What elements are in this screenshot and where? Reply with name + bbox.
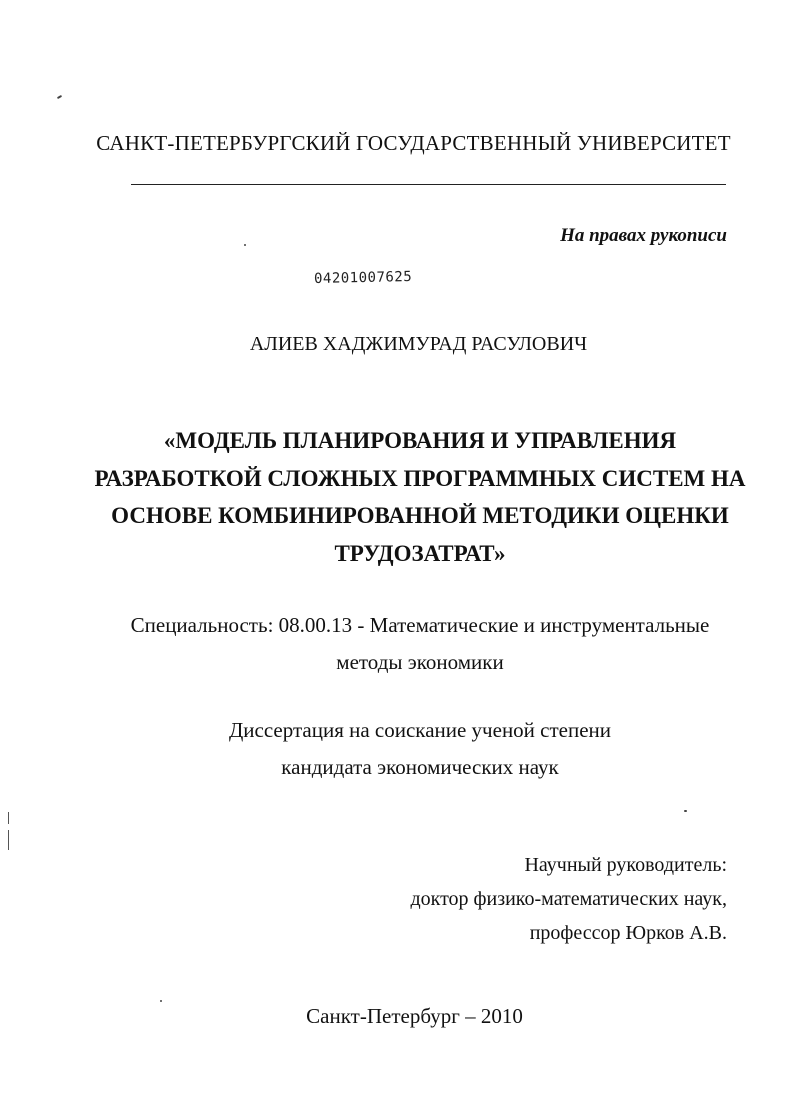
scan-speck (160, 1000, 162, 1002)
library-stamp-number: 04201007625 (313, 268, 413, 288)
degree-line: кандидата экономических наук (281, 755, 559, 779)
degree-block (80, 712, 760, 786)
specialty-line: методы экономики (336, 650, 504, 674)
university-name: САНКТ-ПЕТЕРБУРГСКИЙ ГОСУДАРСТВЕННЫЙ УНИВЕРСИТЕТ (96, 131, 731, 155)
supervisor-line: профессор Юрков А.В. (529, 922, 727, 944)
specialty-line: Специальность: 08.00.13 - Математические и инструментальные (130, 613, 710, 637)
supervisor-block (410, 848, 727, 950)
title-line: ТРУДОЗАТРАТ» (334, 540, 506, 566)
scan-speck (684, 810, 687, 812)
specialty-block (80, 607, 760, 681)
scan-margin-mark (8, 830, 9, 850)
city-and-year: Санкт-Петербург – 2010 (306, 1004, 523, 1028)
dissertation-title (80, 422, 760, 572)
scan-speck (244, 244, 246, 246)
scan-margin-mark (8, 812, 9, 824)
supervisor-line: доктор физико-математических наук, (410, 888, 727, 910)
scan-speck (57, 95, 62, 99)
manuscript-rights-note: На правах рукописи (560, 225, 727, 246)
header-divider (131, 184, 726, 185)
title-line: РАЗРАБОТКОЙ СЛОЖНЫХ ПРОГРАММНЫХ СИСТЕМ НА (94, 465, 746, 491)
degree-line: Диссертация на соискание ученой степени (228, 718, 612, 742)
supervisor-line: Научный руководитель: (524, 854, 727, 876)
author-name: АЛИЕВ ХАДЖИМУРАД РАСУЛОВИЧ (249, 333, 588, 355)
title-line: «МОДЕЛЬ ПЛАНИРОВАНИЯ И УПРАВЛЕНИЯ (163, 428, 677, 453)
title-line: ОСНОВЕ КОМБИНИРОВАННОЙ МЕТОДИКИ ОЦЕНКИ (111, 503, 729, 528)
